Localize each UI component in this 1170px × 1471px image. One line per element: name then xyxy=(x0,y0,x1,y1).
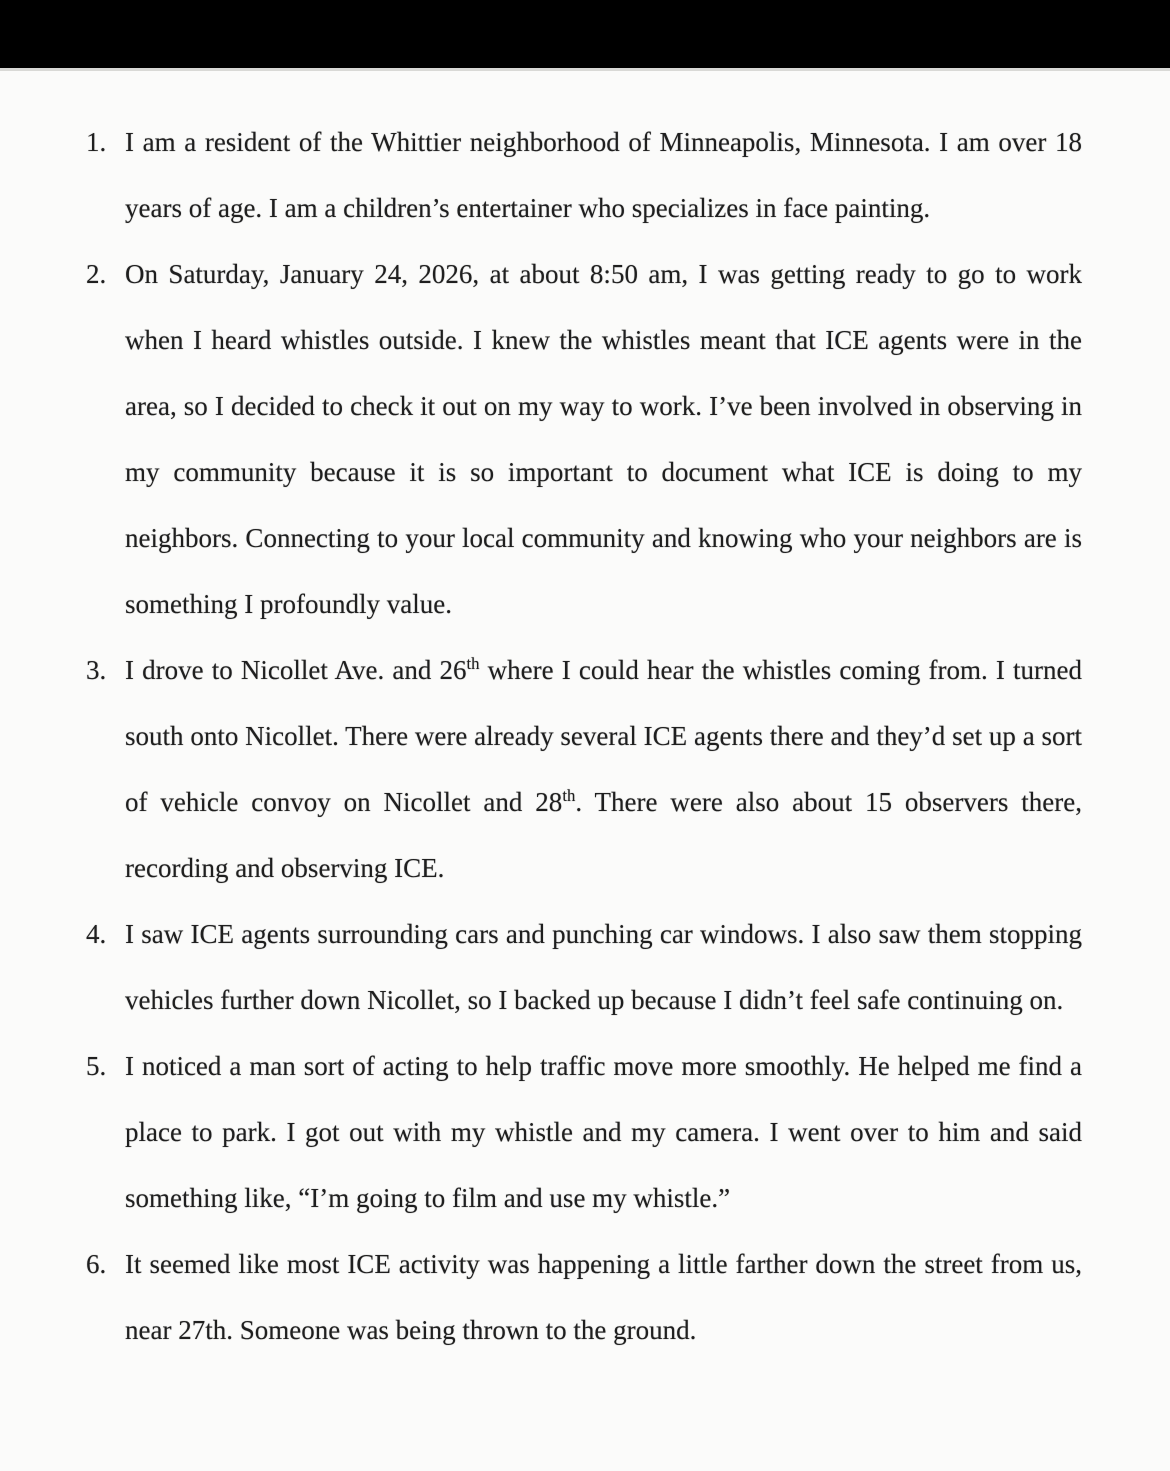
paragraph-number: 6. xyxy=(86,1249,107,1279)
paragraph-number: 4. xyxy=(86,919,107,949)
paragraph-text: It seemed like most ICE activity was happening a little farther down the street from us, near 27th. Someone was being thrown to the ground. xyxy=(125,1249,1082,1345)
paragraph xyxy=(0,241,1170,637)
paragraph-text: I am a resident of the Whittier neighborhood of Minneapolis, Minnesota. I am over 18 years of age. I am a children’s entertainer who specializes in face painting. xyxy=(125,127,1082,223)
paragraph xyxy=(0,637,1170,901)
paragraph-number: 5. xyxy=(86,1051,107,1081)
paragraph-text: I noticed a man sort of acting to help traffic move more smoothly. He helped me find a place to park. I got out with my whistle and my camera. I went over to him and said something like, “I’m going to film and use my whistle.” xyxy=(125,1051,1082,1213)
paragraph xyxy=(0,1033,1170,1231)
paragraph-number: 1. xyxy=(86,127,107,157)
paragraph-text: I saw ICE agents surrounding cars and punching car windows. I also saw them stopping vehicles further down Nicollet, so I backed up because I didn’t feel safe continuing on. xyxy=(125,919,1082,1015)
declaration-list xyxy=(0,71,1170,1363)
paragraph-number: 3. xyxy=(86,655,107,685)
paragraph-number: 2. xyxy=(86,259,107,289)
paragraph xyxy=(0,901,1170,1033)
scan-top-bar xyxy=(0,0,1170,71)
paragraph-text: On Saturday, January 24, 2026, at about 8:50 am, I was getting ready to go to work when I heard whistles outside. I knew the whistles meant that ICE agents were in the area, so I decided to check it out on my way to work. I’ve been involved in observing in my community because it is so important to document what ICE is doing to my neighbors. Connecting to your local community and knowing who your neighbors are is something I profoundly value. xyxy=(125,259,1082,619)
paragraph-text: I drove to Nicollet Ave. and 26th where I could hear the whistles coming from. I turned south onto Nicollet. There were already several ICE agents there and they’d set up a sort of vehicle convoy on Nicollet and 28th. There were also about 15 observers there, recording and observing ICE. xyxy=(125,654,1082,883)
paragraph xyxy=(0,1231,1170,1363)
paragraph xyxy=(0,109,1170,241)
